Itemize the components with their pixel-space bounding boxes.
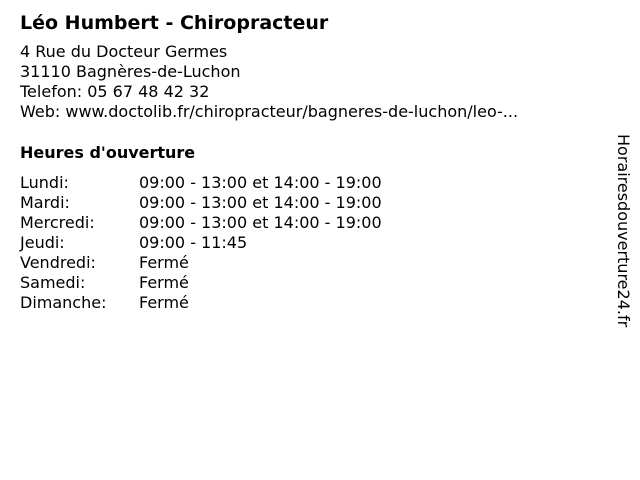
address-line-1: 4 Rue du Docteur Germes xyxy=(20,42,228,61)
day-hours: 09:00 - 13:00 et 14:00 - 19:00 xyxy=(139,193,382,212)
day-label: Jeudi: xyxy=(20,233,65,252)
day-hours: Fermé xyxy=(139,253,189,272)
day-label: Mercredi: xyxy=(20,213,95,232)
day-label: Vendredi: xyxy=(20,253,96,272)
web-url: www.doctolib.fr/chiropracteur/bagneres-de-luchon/leo-... xyxy=(65,102,519,121)
hours-row-sunday xyxy=(20,293,600,313)
hours-row-wednesday xyxy=(20,213,600,233)
day-hours: 09:00 - 11:45 xyxy=(139,233,248,252)
phone-label: Telefon: xyxy=(20,82,83,101)
opening-hours-table xyxy=(20,173,600,313)
day-label: Dimanche: xyxy=(20,293,107,312)
day-label: Mardi: xyxy=(20,193,70,212)
day-label: Lundi: xyxy=(20,173,69,192)
hours-row-thursday xyxy=(20,233,600,253)
business-name: Léo Humbert - Chiropracteur xyxy=(20,12,329,34)
day-hours: 09:00 - 13:00 et 14:00 - 19:00 xyxy=(139,173,382,192)
day-label: Samedi: xyxy=(20,273,86,292)
business-card xyxy=(20,10,600,313)
day-hours: Fermé xyxy=(139,273,189,292)
phone-line xyxy=(20,82,600,102)
hours-row-tuesday xyxy=(20,193,600,213)
opening-hours-title: Heures d'ouverture xyxy=(20,143,196,162)
web-line xyxy=(20,102,600,122)
day-hours: Fermé xyxy=(139,293,189,312)
web-label: Web: xyxy=(20,102,61,121)
hours-row-saturday xyxy=(20,273,600,293)
hours-row-friday xyxy=(20,253,600,273)
hours-row-monday xyxy=(20,173,600,193)
phone-number: 05 67 48 42 32 xyxy=(87,82,210,101)
site-watermark: Horairesdouverture24.fr xyxy=(614,134,633,328)
address-line-2: 31110 Bagnères-de-Luchon xyxy=(20,62,241,81)
day-hours: 09:00 - 13:00 et 14:00 - 19:00 xyxy=(139,213,382,232)
